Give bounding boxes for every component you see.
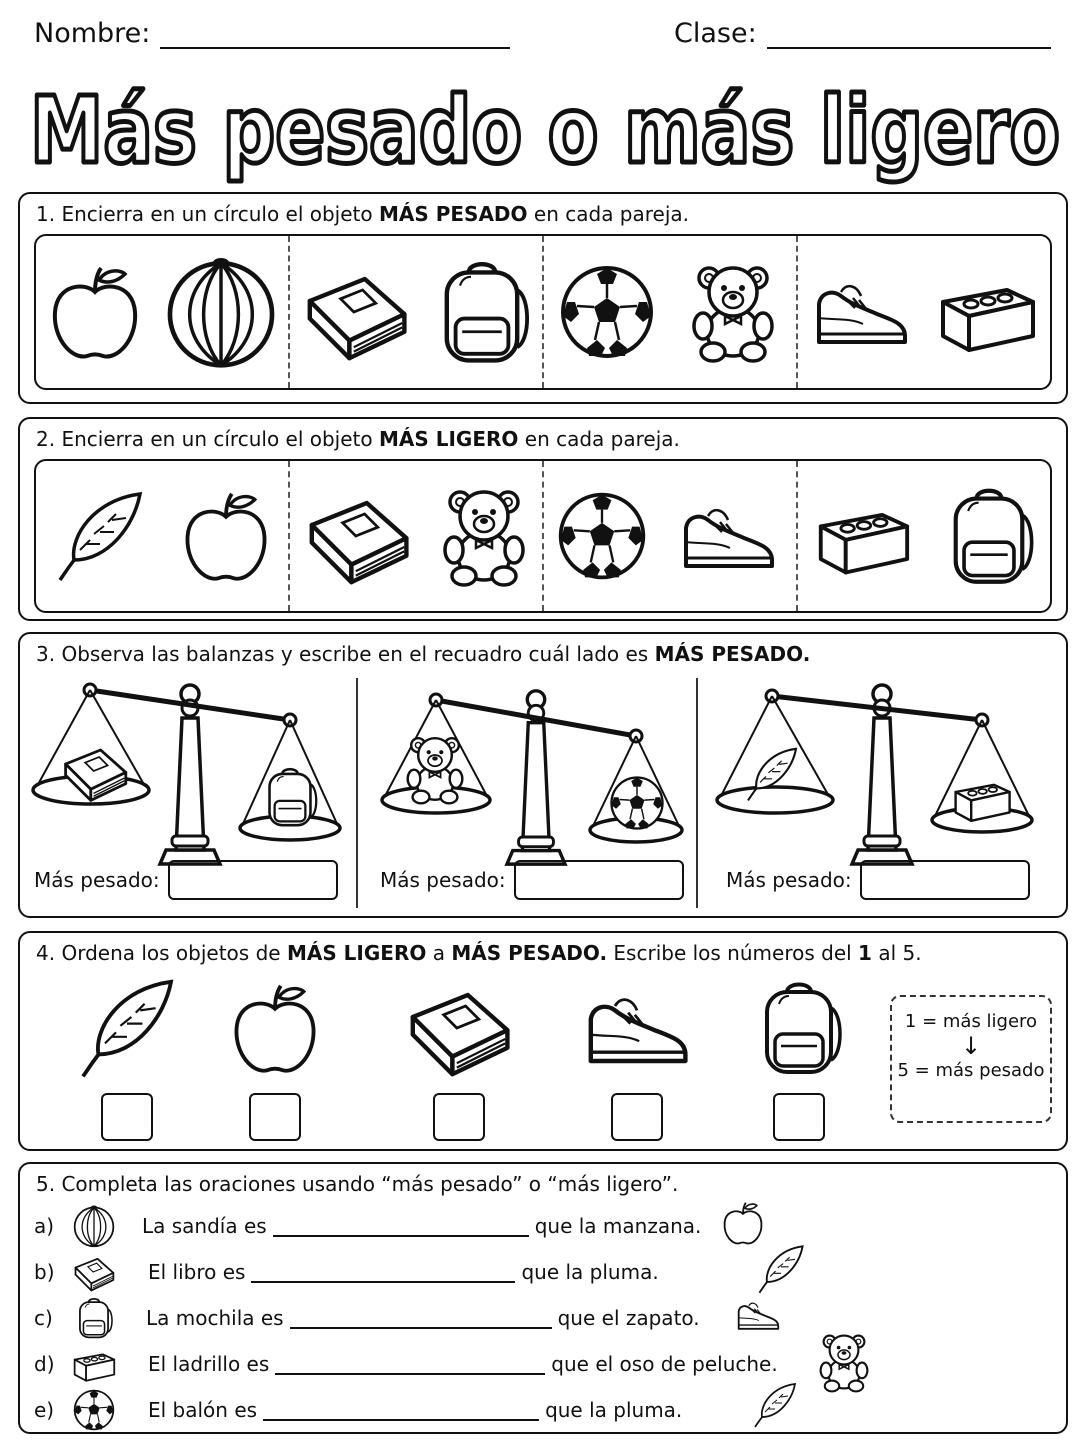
backpack-icon[interactable] [937,469,1041,603]
order-item-4 [562,973,712,1148]
pair-2 [290,461,544,611]
teddy-bear-icon[interactable] [683,248,783,376]
scale-panel-3 [712,678,1052,910]
pair-1 [36,236,290,388]
section-2-num: 2. [36,427,56,451]
sentence-letter: b) [34,1260,55,1284]
order-box-5[interactable] [773,1093,825,1141]
teddy-bear-icon [408,738,463,803]
name-line[interactable] [160,19,510,49]
section-1-title [36,202,689,226]
section-3-title [36,642,810,666]
backpack-icon[interactable] [427,247,537,377]
section-3-num: 3. [36,642,56,666]
scale-2-answer [380,860,684,900]
sentence-e [34,1388,682,1432]
pair-3 [544,236,798,388]
class-field [674,18,1051,49]
shoe-icon [726,1292,790,1338]
page-title: Más pesado o más ligero [30,77,1060,184]
sentence-start: El libro es [148,1260,246,1284]
shoe-icon [579,973,695,1083]
section-4-text-b: a [432,941,445,965]
section-1-num: 1. [36,202,56,226]
book-icon [66,1250,122,1294]
section-4-n1: 1 [858,941,872,965]
sentence-blank-a[interactable] [273,1215,529,1237]
section-2-pairs [34,459,1052,613]
arrow-down-icon: ↓ [960,1032,982,1060]
sentence-c [34,1296,700,1340]
pair-3 [544,461,798,611]
section-1-text-b: en cada pareja. [533,202,690,226]
order-item-1 [52,973,202,1148]
balance-scale-2 [366,678,706,868]
section-1-pairs [34,234,1052,390]
order-box-2[interactable] [249,1093,301,1141]
sentence-start: El balón es [148,1398,258,1422]
scale-1-answer-box[interactable] [168,860,338,900]
apple-icon[interactable] [45,262,145,362]
scale-divider-2 [696,678,698,908]
order-legend [890,995,1052,1123]
watermelon-icon[interactable] [163,254,279,370]
sentence-letter: d) [34,1352,55,1376]
brick-icon[interactable] [808,488,918,584]
apple-icon [720,1198,766,1248]
brick-icon [956,785,1010,821]
sentence-letter: c) [34,1306,53,1330]
sentence-start: La mochila es [146,1306,284,1330]
scale-1-answer [34,860,338,900]
backpack-icon [270,769,317,825]
scale-2-answer-box[interactable] [514,860,684,900]
sentence-a [34,1204,701,1248]
pair-1 [36,461,290,611]
soccer-ball-icon [611,777,662,828]
section-4-emph-2: MÁS PESADO. [451,941,608,965]
shoe-icon[interactable] [803,262,919,362]
feather-icon [752,1242,810,1296]
backpack-icon [69,1296,119,1340]
header [34,18,1052,58]
section-4-text-c: Escribe los números del [613,941,852,965]
watermelon-icon [66,1204,122,1248]
book-icon[interactable] [299,481,417,591]
section-1 [18,192,1068,404]
section-1-text-a: Encierra en un círculo el objeto [61,202,373,226]
scale-divider-1 [356,678,358,908]
sentence-blank-b[interactable] [251,1261,515,1283]
sentence-end: que el oso de peluche. [551,1352,778,1376]
sentence-end: que el zapato. [557,1306,700,1330]
section-2 [18,417,1068,621]
sentence-end: que la pluma. [545,1398,683,1422]
section-3 [18,632,1068,918]
section-4 [18,931,1068,1151]
book-icon [399,973,519,1083]
pair-4 [798,236,1050,388]
sentence-b [34,1250,659,1294]
scale-3-answer-box[interactable] [860,860,1030,900]
order-item-2 [200,973,350,1148]
scale-2-label: Más pesado: [380,868,506,892]
brick-icon [64,1342,124,1386]
sentence-end: que la pluma. [521,1260,659,1284]
sentence-start: La sandía es [142,1214,267,1238]
section-5 [18,1162,1068,1434]
section-3-emph: MÁS PESADO. [654,642,811,666]
feather-icon [746,1380,804,1430]
brick-icon[interactable] [929,262,1045,362]
sentence-letter: e) [34,1398,55,1422]
class-label: Clase: [674,18,757,49]
scale-panel-1 [20,678,360,910]
balance-scale-1 [20,678,360,868]
soccer-ball-icon[interactable] [557,262,657,362]
sentence-d [34,1342,778,1386]
name-field [34,18,510,49]
shoe-icon[interactable] [670,486,786,586]
section-2-title [36,427,680,451]
feather-icon[interactable] [50,471,150,601]
page-title-svg [20,68,1070,188]
section-4-emph-1: MÁS LIGERO [286,941,427,965]
class-line[interactable] [767,19,1051,49]
teddy-bear-icon[interactable] [434,473,534,599]
section-3-text-a: Observa las balanzas y escribe en el recuadro cuál lado es [61,642,649,666]
feather-icon [72,973,182,1083]
scale-3-label: Más pesado: [726,868,852,892]
sentence-blank-c[interactable] [290,1307,552,1329]
legend-top: 1 = más ligero [904,1011,1038,1032]
pair-2 [290,236,544,388]
order-box-4[interactable] [611,1093,663,1141]
section-4-text-a: Ordena los objetos de [61,941,281,965]
apple-icon [227,973,323,1083]
teddy-bear-icon [814,1326,874,1398]
section-5-title: 5. Completa las oraciones usando “más pesado” o “más ligero”. [36,1172,679,1196]
order-item-5 [724,973,874,1148]
sentence-blank-e[interactable] [263,1399,539,1421]
scale-panel-2 [366,678,706,910]
section-4-title [36,941,922,965]
pair-4 [798,461,1050,611]
page-title-wrap [20,68,1070,188]
sentence-end: que la manzana. [534,1214,702,1238]
sentence-blank-d[interactable] [275,1353,545,1375]
order-box-1[interactable] [101,1093,153,1141]
section-2-emph: MÁS LIGERO [378,427,519,451]
backpack-icon [749,973,849,1083]
section-4-num: 4. [36,941,56,965]
section-2-text-a: Encierra en un círculo el objeto [61,427,373,451]
balance-scale-3 [712,678,1052,868]
sentence-letter: a) [34,1214,55,1238]
legend-bottom: 5 = más pesado [897,1060,1045,1081]
order-box-3[interactable] [433,1093,485,1141]
book-icon[interactable] [296,257,416,367]
section-1-emph: MÁS PESADO [378,202,528,226]
sentence-start: El ladrillo es [148,1352,270,1376]
soccer-ball-icon [72,1388,116,1432]
scale-1-label: Más pesado: [34,868,160,892]
scale-3-answer [726,860,1030,900]
soccer-ball-icon[interactable] [555,489,649,583]
apple-icon[interactable] [178,486,274,586]
order-item-3 [384,973,534,1148]
section-2-text-b: en cada pareja. [524,427,680,451]
name-label: Nombre: [34,18,151,49]
section-4-text-d: al 5. [878,941,922,965]
